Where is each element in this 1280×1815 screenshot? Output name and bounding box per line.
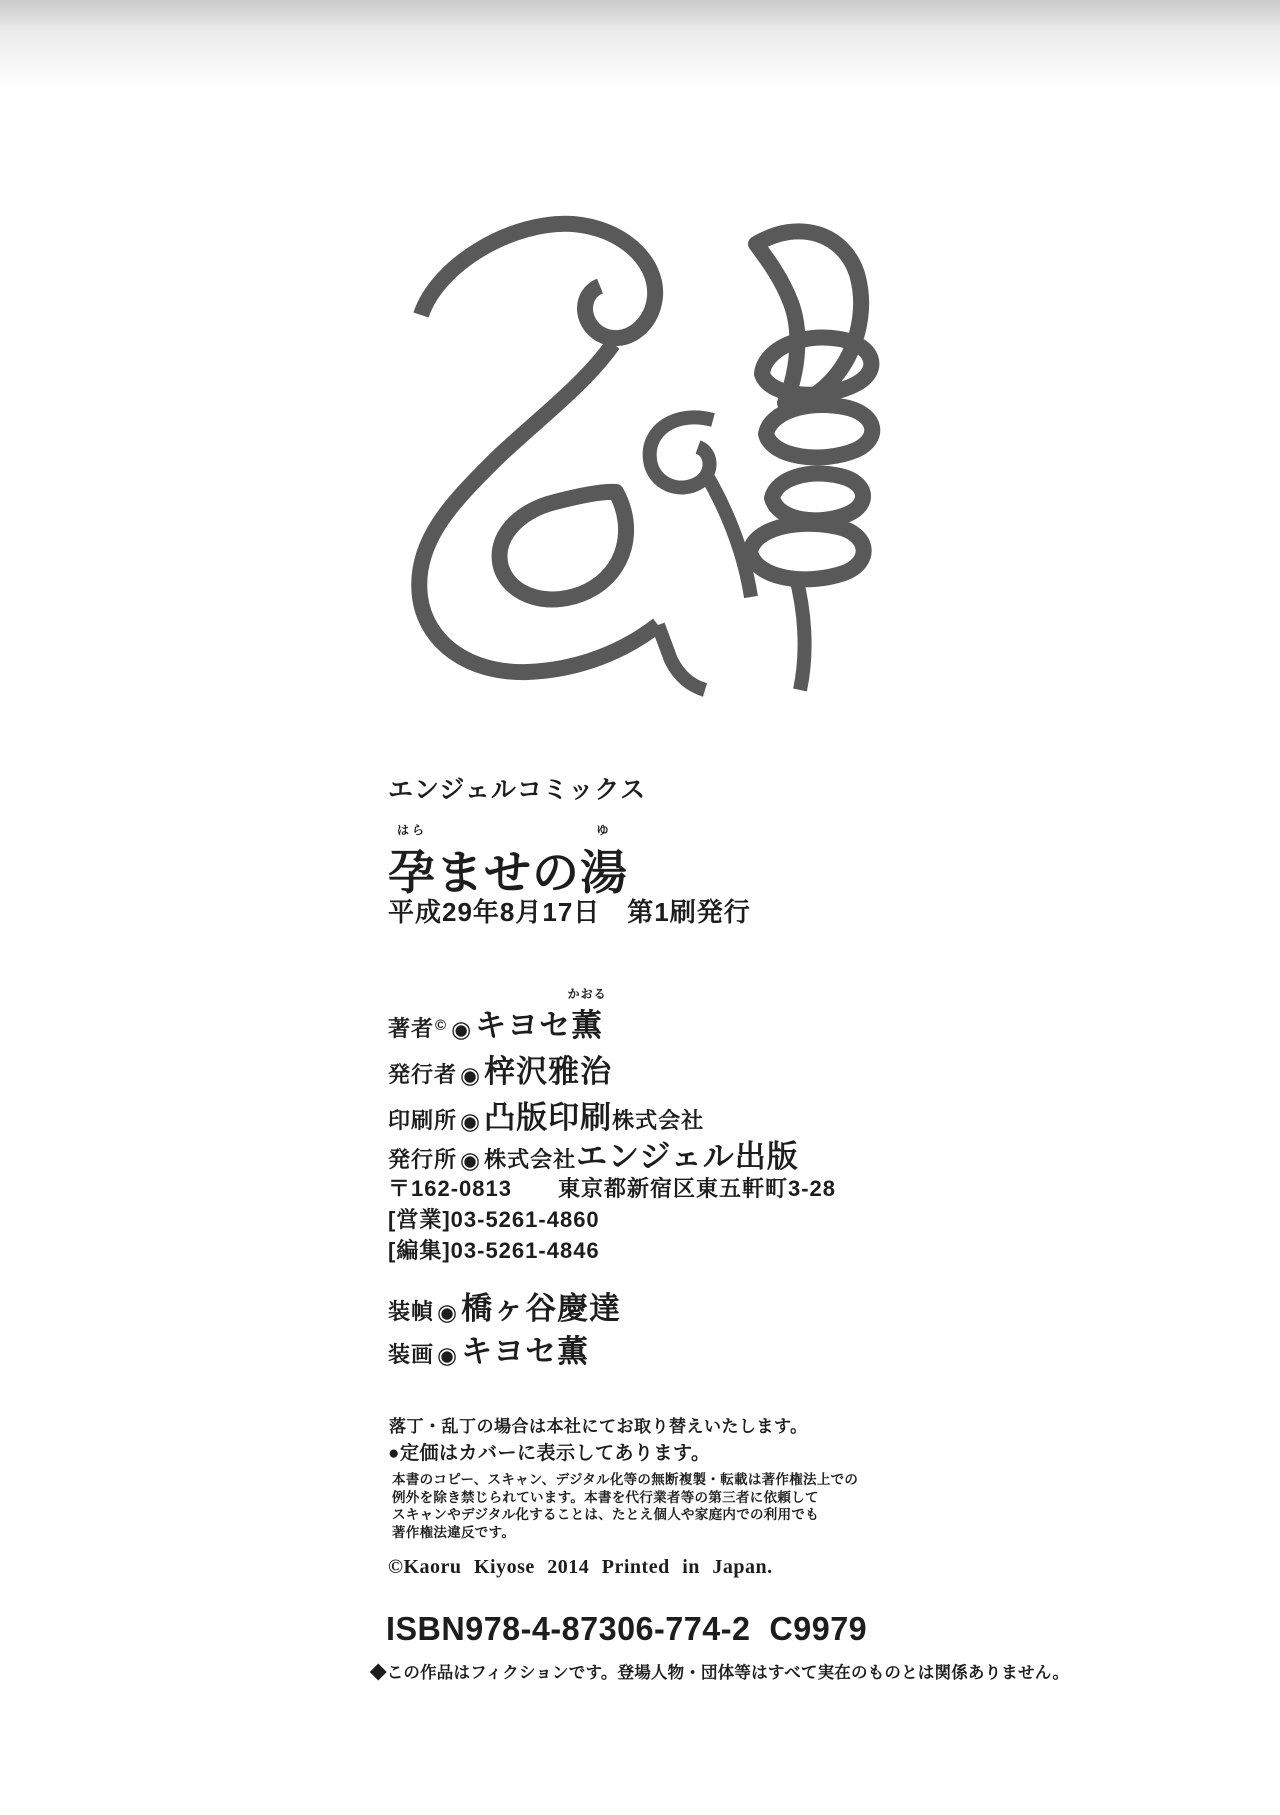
author-name-last [567,987,607,1045]
logo-hand-tail [795,574,805,690]
edition-date-line: 平成29年8月17日 第1刷発行 [388,897,751,927]
author-row [388,987,607,1045]
printer-name-suffix: 株式会社 [612,1108,705,1133]
sales-phone: [営業]03-5261-4860 [388,1207,600,1232]
fisheye-bullet-icon: ◉ [437,1299,459,1325]
title-last-char: 湯 [580,846,628,899]
copyright-paragraph [392,1471,858,1541]
logo-finger-loop-2 [766,405,872,457]
printer-label: 印刷所 [388,1108,458,1133]
fisheye-bullet-icon: ◉ [451,1016,473,1042]
author-label: 著者 [388,1016,435,1041]
publisher-person-row [388,1046,612,1091]
publisher-company-label: 発行所 [388,1147,458,1172]
publisher-address: 〒162-0813 東京都新宿区東五軒町3-28 [388,1176,837,1201]
replacement-notice: 落丁・乱丁の場合は本社にてお取り替えいたします。 [389,1417,808,1436]
editorial-phone: [編集]03-5261-4846 [388,1238,600,1263]
publisher-company-prefix: 株式会社 [484,1147,577,1172]
binding-designer-name: 橋ヶ谷慶達 [461,1291,622,1326]
title-middle: ませの [436,846,580,899]
price-notice: ●定価はカバーに表示してあります。 [388,1443,711,1464]
author-name-ruby: かおる [567,987,607,1001]
title-ruby-first: はら [396,823,428,837]
cover-artist-row [388,1326,589,1371]
angel-publishing-logo-icon [408,212,898,697]
cover-artist-name: キヨセ薫 [461,1334,590,1369]
publisher-person-name: 梓沢雅治 [484,1054,613,1089]
copyright-paragraph-line: 例外を除き禁じられています。本書を代行業者等の第三者に依頼して [392,1489,819,1505]
author-name: キヨセ [475,1008,572,1043]
copyright-paragraph-line: 著作権法違反です。 [392,1524,516,1540]
printer-name: 凸版印刷 [484,1100,613,1135]
fiction-disclaimer: ◆この作品はフィクションです。登場人物・団体等はすべて実在のものとは関係ありません。 [370,1664,1070,1682]
title-ruby-last: ゆ [596,823,612,837]
copyright-mark-icon: © [435,1017,448,1034]
binding-designer-row [388,1283,621,1328]
binding-label: 装幀 [388,1299,435,1324]
isbn-line: ISBN978-4-87306-774-2 C9979 [386,1610,868,1647]
imprint-label: エンジェルコミックス [388,776,647,804]
fisheye-bullet-icon: ◉ [460,1062,482,1088]
title-first-char: 孕 [388,846,436,899]
fisheye-bullet-icon: ◉ [460,1147,482,1173]
fisheye-bullet-icon: ◉ [460,1108,482,1134]
page-top-shadow [0,0,1280,90]
copyright-line: ©Kaoru Kiyose 2014 Printed in Japan. [388,1556,773,1578]
publisher-person-label: 発行者 [388,1062,458,1087]
copyright-paragraph-line: スキャンやデジタル化することは、たとえ個人や家庭内での利用でも [392,1507,819,1522]
publisher-company-row [388,1131,799,1176]
cover-art-label: 装画 [388,1342,435,1367]
logo-finger-loop-3 [772,474,863,521]
publisher-company-name: エンジェル出版 [576,1139,799,1174]
logo-connector [706,474,751,597]
logo-hand [650,231,873,690]
copyright-paragraph-line: 本書のコピー、スキャン、デジタル化等の無断複製・転載は著作権法上での [392,1472,859,1487]
fisheye-bullet-icon: ◉ [437,1342,459,1368]
logo-knuckle-loop [750,524,864,580]
logo-left-glyph [419,224,705,690]
author-name-last-char: 薫 [571,1008,604,1043]
